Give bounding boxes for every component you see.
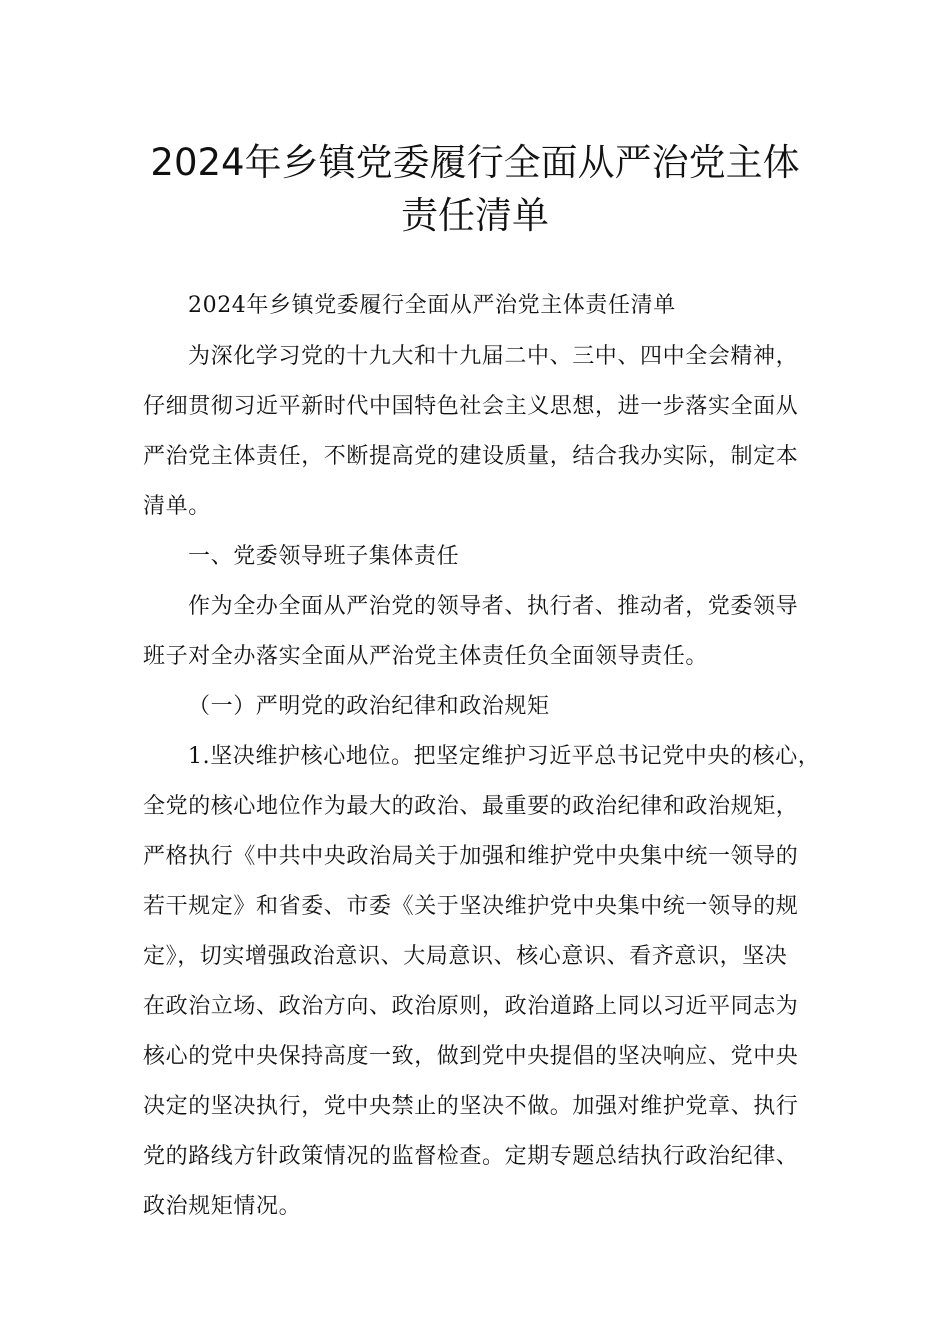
section-paragraph-line: 班子对全办落实全面从严治党主体责任负全面领导责任。 xyxy=(143,644,709,669)
subsection-heading: （一）严明党的政治纪律和政治规矩 xyxy=(188,694,550,719)
intro-paragraph-line: 仔细贯彻习近平新时代中国特色社会主义思想，进一步落实全面从 xyxy=(143,394,799,419)
intro-paragraph-line: 为深化学习党的十九大和十九届二中、三中、四中全会精神， xyxy=(188,344,799,369)
document-title-line-1: 2024年乡镇党委履行全面从严治党主体 xyxy=(150,141,800,184)
intro-paragraph-line: 清单。 xyxy=(143,494,211,519)
document-title-line-2: 责任清单 xyxy=(401,194,549,237)
subtitle-line: 2024年乡镇党委履行全面从严治党主体责任清单 xyxy=(188,293,676,318)
section-heading: 一、党委领导班子集体责任 xyxy=(188,544,460,569)
intro-paragraph-line: 严治党主体责任，不断提高党的建设质量，结合我办实际，制定本 xyxy=(143,444,799,469)
item-paragraph-line: 在政治立场、政治方向、政治原则，政治道路上同以习近平同志为 xyxy=(143,994,799,1019)
item-paragraph-line: 党的路线方针政策情况的监督检查。定期专题总结执行政治纪律、 xyxy=(143,1144,799,1169)
item-paragraph-line: 政治规矩情况。 xyxy=(143,1194,302,1219)
section-paragraph-line: 作为全办全面从严治党的领导者、执行者、推动者，党委领导 xyxy=(188,594,799,619)
item-paragraph-line: 若干规定》和省委、市委《关于坚决维护党中央集中统一领导的规 xyxy=(143,894,799,919)
item-paragraph-line: 定》，切实增强政治意识、大局意识、核心意识、看齐意识，坚决 xyxy=(143,944,788,969)
item-paragraph-line: 严格执行《中共中央政治局关于加强和维护党中央集中统一领导的 xyxy=(143,844,799,869)
item-paragraph-line: 核心的党中央保持高度一致，做到党中央提倡的坚决响应、党中央 xyxy=(143,1044,799,1069)
item-paragraph-line: 1.坚决维护核心地位。把坚定维护习近平总书记党中央的核心， xyxy=(188,744,821,769)
item-paragraph-line: 决定的坚决执行，党中央禁止的坚决不做。加强对维护党章、执行 xyxy=(143,1094,799,1119)
item-paragraph-line: 全党的核心地位作为最大的政治、最重要的政治纪律和政治规矩， xyxy=(143,794,799,819)
